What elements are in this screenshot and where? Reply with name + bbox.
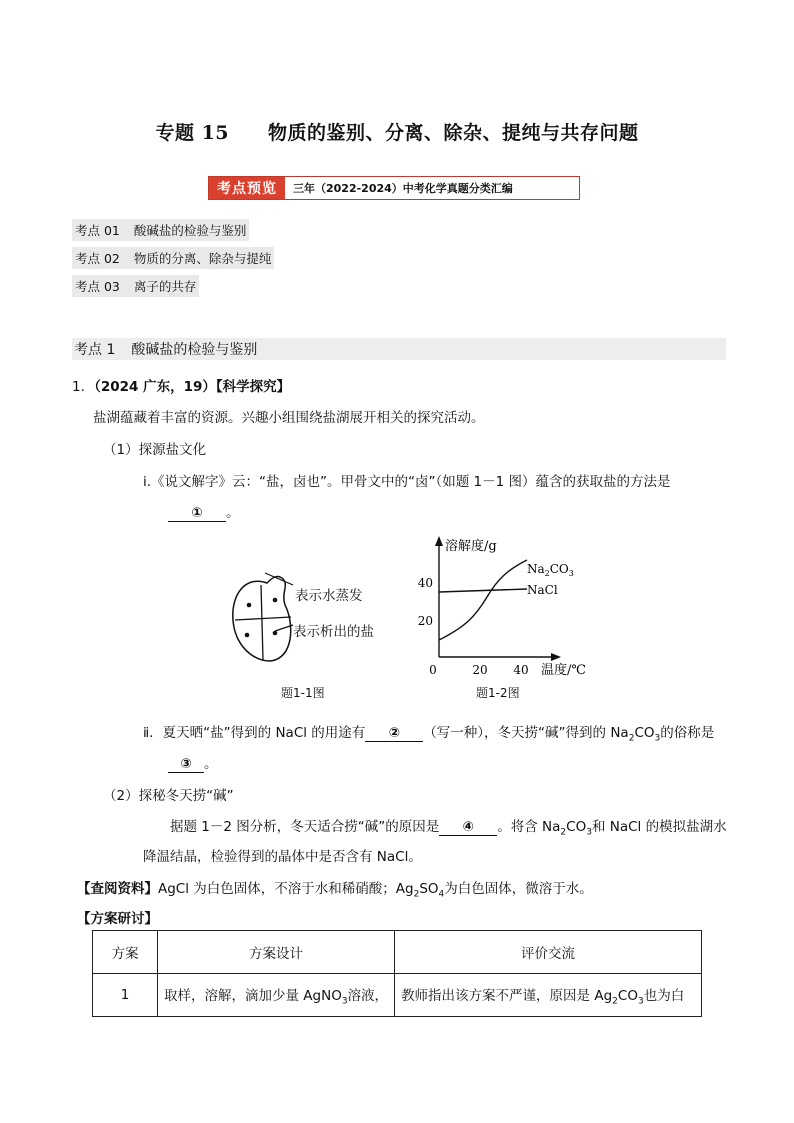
x-tick-label: 0: [429, 663, 437, 677]
pointer-line-top: [265, 573, 293, 585]
reference-text: SO: [419, 881, 439, 897]
table-cell: [395, 974, 702, 1017]
toc-item-num: 考点 01: [75, 223, 120, 238]
question-intro: 盐湖蕴藏着丰富的资源。兴趣小组围绕盐湖展开相关的探究活动。: [93, 410, 485, 426]
section-header: [72, 338, 726, 360]
figure1-caption: 题1-1图: [281, 686, 325, 700]
series-label-na2co3: $Na_2CO_3$: [527, 562, 574, 578]
answer-blank-2[interactable]: ②: [365, 725, 423, 742]
salt-dot: [245, 633, 250, 638]
table-header-cell: 方案: [93, 931, 158, 974]
subscript: 2: [612, 996, 618, 1007]
question-source: （2024 广东，19）: [94, 379, 216, 395]
cell-text: 溶液，: [347, 987, 389, 1004]
banner-subtitle: 三年（2022-2024）中考化学真题分类汇编: [293, 182, 513, 195]
series-line-na2co3: [439, 560, 527, 640]
figure2-caption: 题1-2图: [476, 686, 520, 700]
series-line-nacl: [439, 589, 527, 592]
page-title: 专题 15 物质的鉴别、分离、除杂、提纯与共存问题: [155, 122, 639, 144]
p2-text: CO: [566, 819, 587, 835]
salt-dot: [273, 598, 278, 603]
ii-text: （写一种），冬天捞“碱”得到的 Na: [423, 725, 629, 741]
subscript: 3: [586, 827, 592, 838]
salt-dot: [273, 631, 278, 636]
toc-item-1[interactable]: [72, 219, 249, 241]
toc-item-2[interactable]: [72, 247, 274, 269]
answer-blank-1[interactable]: ①: [168, 505, 226, 522]
y-axis-arrow: [435, 536, 443, 546]
toc-item-num: 考点 03: [75, 279, 120, 294]
section-num: 考点 1: [74, 342, 116, 358]
reference-text: AgCl 为白色固体，不溶于水和稀硝酸；Ag: [158, 881, 414, 897]
plan-table: [92, 930, 702, 1017]
table-header-cell: 方案设计: [158, 931, 395, 974]
table-cell: [158, 974, 395, 1017]
subscript: 4: [438, 889, 445, 900]
series-label-nacl: NaCl: [527, 583, 558, 597]
table-cell: 1: [93, 974, 158, 1017]
part1-i-answer-line: [168, 501, 240, 522]
salt-dot: [247, 603, 252, 608]
toc-item-3[interactable]: [72, 275, 199, 297]
part2-title: （2）探秘冬天捞“碱”: [103, 788, 234, 804]
part1-i-text: ⅰ.《说文解字》云：“盐，卤也”。甲骨文中的“卤”（如题 1－1 图）蕴含的获取盐的方法是: [143, 474, 671, 490]
toc-item-num: 考点 02: [75, 251, 120, 266]
toc-item-label: 离子的共存: [133, 279, 197, 294]
y-tick-label: 20: [417, 614, 433, 628]
table-row: [93, 974, 702, 1017]
glyph-cross-h: [235, 617, 291, 620]
toc-item-label: 物质的分离、除杂与提纯: [133, 251, 272, 266]
plan-tag: 【方案研讨】: [77, 911, 158, 927]
figure1-label-top: 表示水蒸发: [295, 588, 363, 604]
reference-info: [77, 877, 593, 900]
subscript: 2: [560, 827, 567, 838]
subscript: 2: [413, 889, 420, 900]
ii-text: 的俗称是: [660, 725, 715, 741]
ii-text: ⅱ．夏天晒“盐”得到的 NaCl 的用途有: [143, 725, 366, 741]
cell-text: 也为白: [643, 987, 685, 1004]
question-number: 1．: [72, 379, 95, 395]
p2-text: 。将含 Na: [497, 819, 561, 835]
y-axis-label: 溶解度/g: [445, 539, 497, 554]
answer-blank-3[interactable]: ③: [168, 756, 204, 773]
cell-text: 取样，溶解，滴加少量 AgNO: [164, 987, 342, 1004]
figure1-label-bottom: 表示析出的盐: [293, 624, 374, 640]
table-header-cell: 评价交流: [395, 931, 702, 974]
x-tick-label: 20: [472, 663, 488, 677]
section-label: 酸碱盐的检验与鉴别: [131, 342, 258, 358]
reference-text: 为白色固体，微溶于水。: [444, 881, 593, 897]
x-axis-arrow: [551, 653, 561, 661]
part2-text: [170, 815, 727, 838]
part1-ii-answer-line: [168, 752, 218, 773]
p2-text: 据题 1－2 图分析，冬天适合捞“碱”的原因是: [170, 819, 440, 835]
part2-line2: 降温结晶，检验得到的晶体中是否含有 NaCl。: [143, 849, 422, 865]
question-header: [72, 375, 290, 395]
cell-text: CO: [617, 987, 638, 1004]
figure-1-2: [415, 532, 615, 677]
part1-ii-text: [143, 721, 714, 744]
subscript: 3: [654, 733, 661, 744]
reference-tag: 【查阅资料】: [77, 881, 158, 897]
x-tick-label: 40: [513, 663, 529, 677]
banner-tag: 考点预览: [209, 177, 285, 199]
cell-text: 教师指出该方案不严谨，原因是 Ag: [401, 987, 613, 1004]
preview-banner: [208, 176, 580, 200]
part1-title: （1）探源盐文化: [103, 442, 207, 458]
table-header-row: [93, 931, 702, 974]
period: 。: [226, 505, 240, 521]
p2-text: 和 NaCl 的模拟盐湖水: [591, 819, 727, 835]
subscript: 3: [341, 996, 348, 1007]
subscript: 3: [637, 996, 644, 1007]
x-axis-label: 温度/℃: [541, 663, 586, 677]
toc-item-label: 酸碱盐的检验与鉴别: [133, 223, 247, 238]
subscript: 2: [628, 733, 635, 744]
glyph-cross-v: [261, 585, 263, 660]
period: 。: [204, 756, 218, 772]
ii-text: CO: [634, 725, 655, 741]
answer-blank-4[interactable]: ④: [439, 819, 497, 836]
question-tag: 【科学探究】: [215, 379, 291, 395]
y-tick-label: 40: [417, 576, 433, 590]
